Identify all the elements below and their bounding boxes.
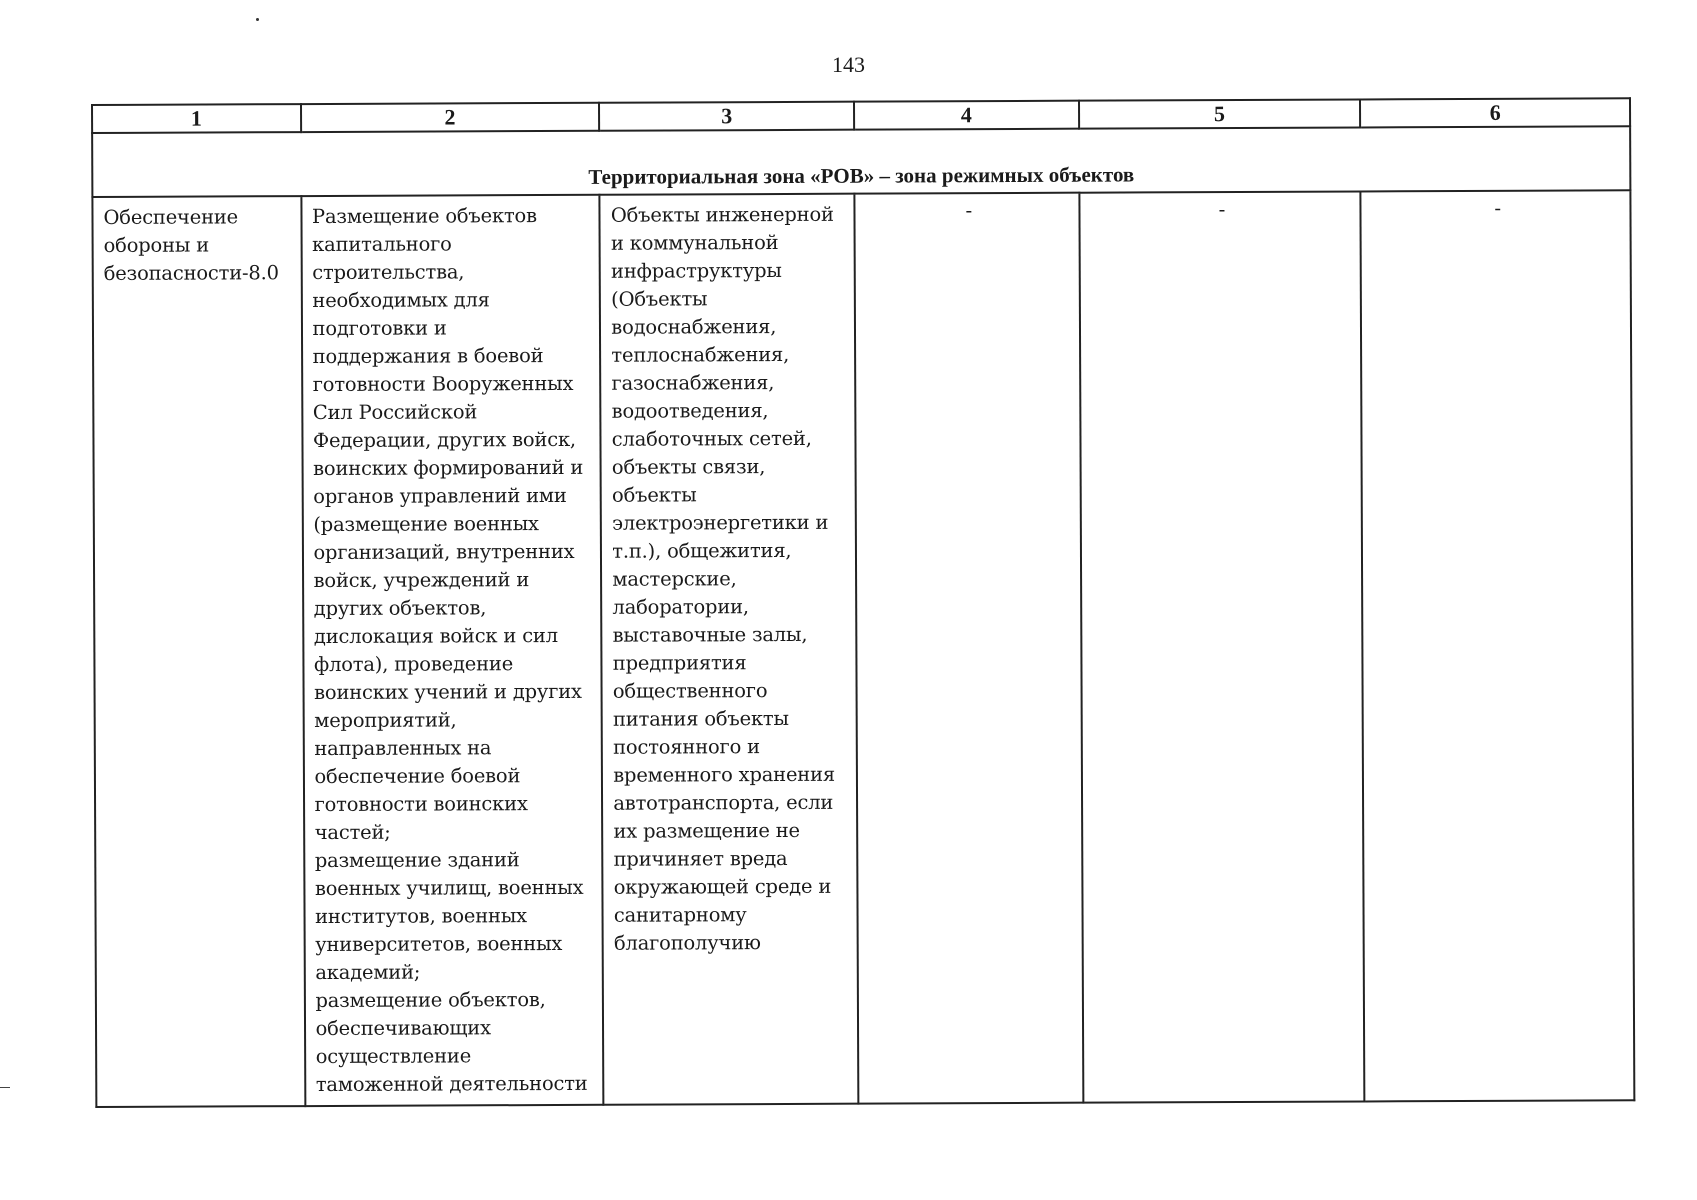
margin-mark	[0, 1087, 10, 1088]
page-number: 143	[832, 52, 865, 77]
column-header-6: 6	[1360, 98, 1630, 127]
land-use-type-cell: Обеспечение обороны и безопасности-8.0	[92, 196, 304, 1107]
column-5-value: -	[1079, 191, 1365, 1102]
scan-speck	[256, 18, 259, 21]
auxiliary-objects-cell: Объекты инженерной и коммунальной инфраструктуры (Объекты водоснабжения, теплоснабжения, газоснабжения, водоотведения, слаботочных сетей, объекты связи, объекты электроэнергетики и т.п.), общежития, мастерские, лаборатории, выставочные залы, предприятия общественного питания объекты постоянного и временного хранения автотранспорта, если их размещение не причиняет вреда окружающей среде и санитарному благополучию	[600, 194, 859, 1105]
column-header-3: 3	[599, 102, 854, 131]
column-header-2: 2	[301, 103, 600, 132]
land-use-table	[91, 97, 1635, 1108]
permitted-use-description-cell: Размещение объектов капитального строительства, необходимых для подготовки и поддержания в боевой готовности Вооруженных Сил Российской Федерации, других войск, воинских формирований и органов управлений ими (размещение военных организаций, внутренних войск, учреждений и других объектов, дислокация войск и сил флота), проведение воинских учений и других мероприятий, направленных на обеспечение боевой готовности воинских частей; размещение зданий военных училищ, военных институтов, военных университетов, военных академий; размещение объектов, обеспечивающих осуществление таможенной деятельности	[301, 195, 604, 1106]
column-header-4: 4	[854, 101, 1079, 130]
column-6-value: -	[1361, 190, 1635, 1101]
zone-title: Территориальная зона «РОВ» – зона режимных объектов	[92, 126, 1630, 197]
table-row	[92, 190, 1634, 1107]
column-4-value: -	[854, 193, 1083, 1104]
column-header-5: 5	[1079, 99, 1361, 128]
column-header-1: 1	[92, 104, 301, 133]
zone-title-row	[92, 126, 1630, 197]
